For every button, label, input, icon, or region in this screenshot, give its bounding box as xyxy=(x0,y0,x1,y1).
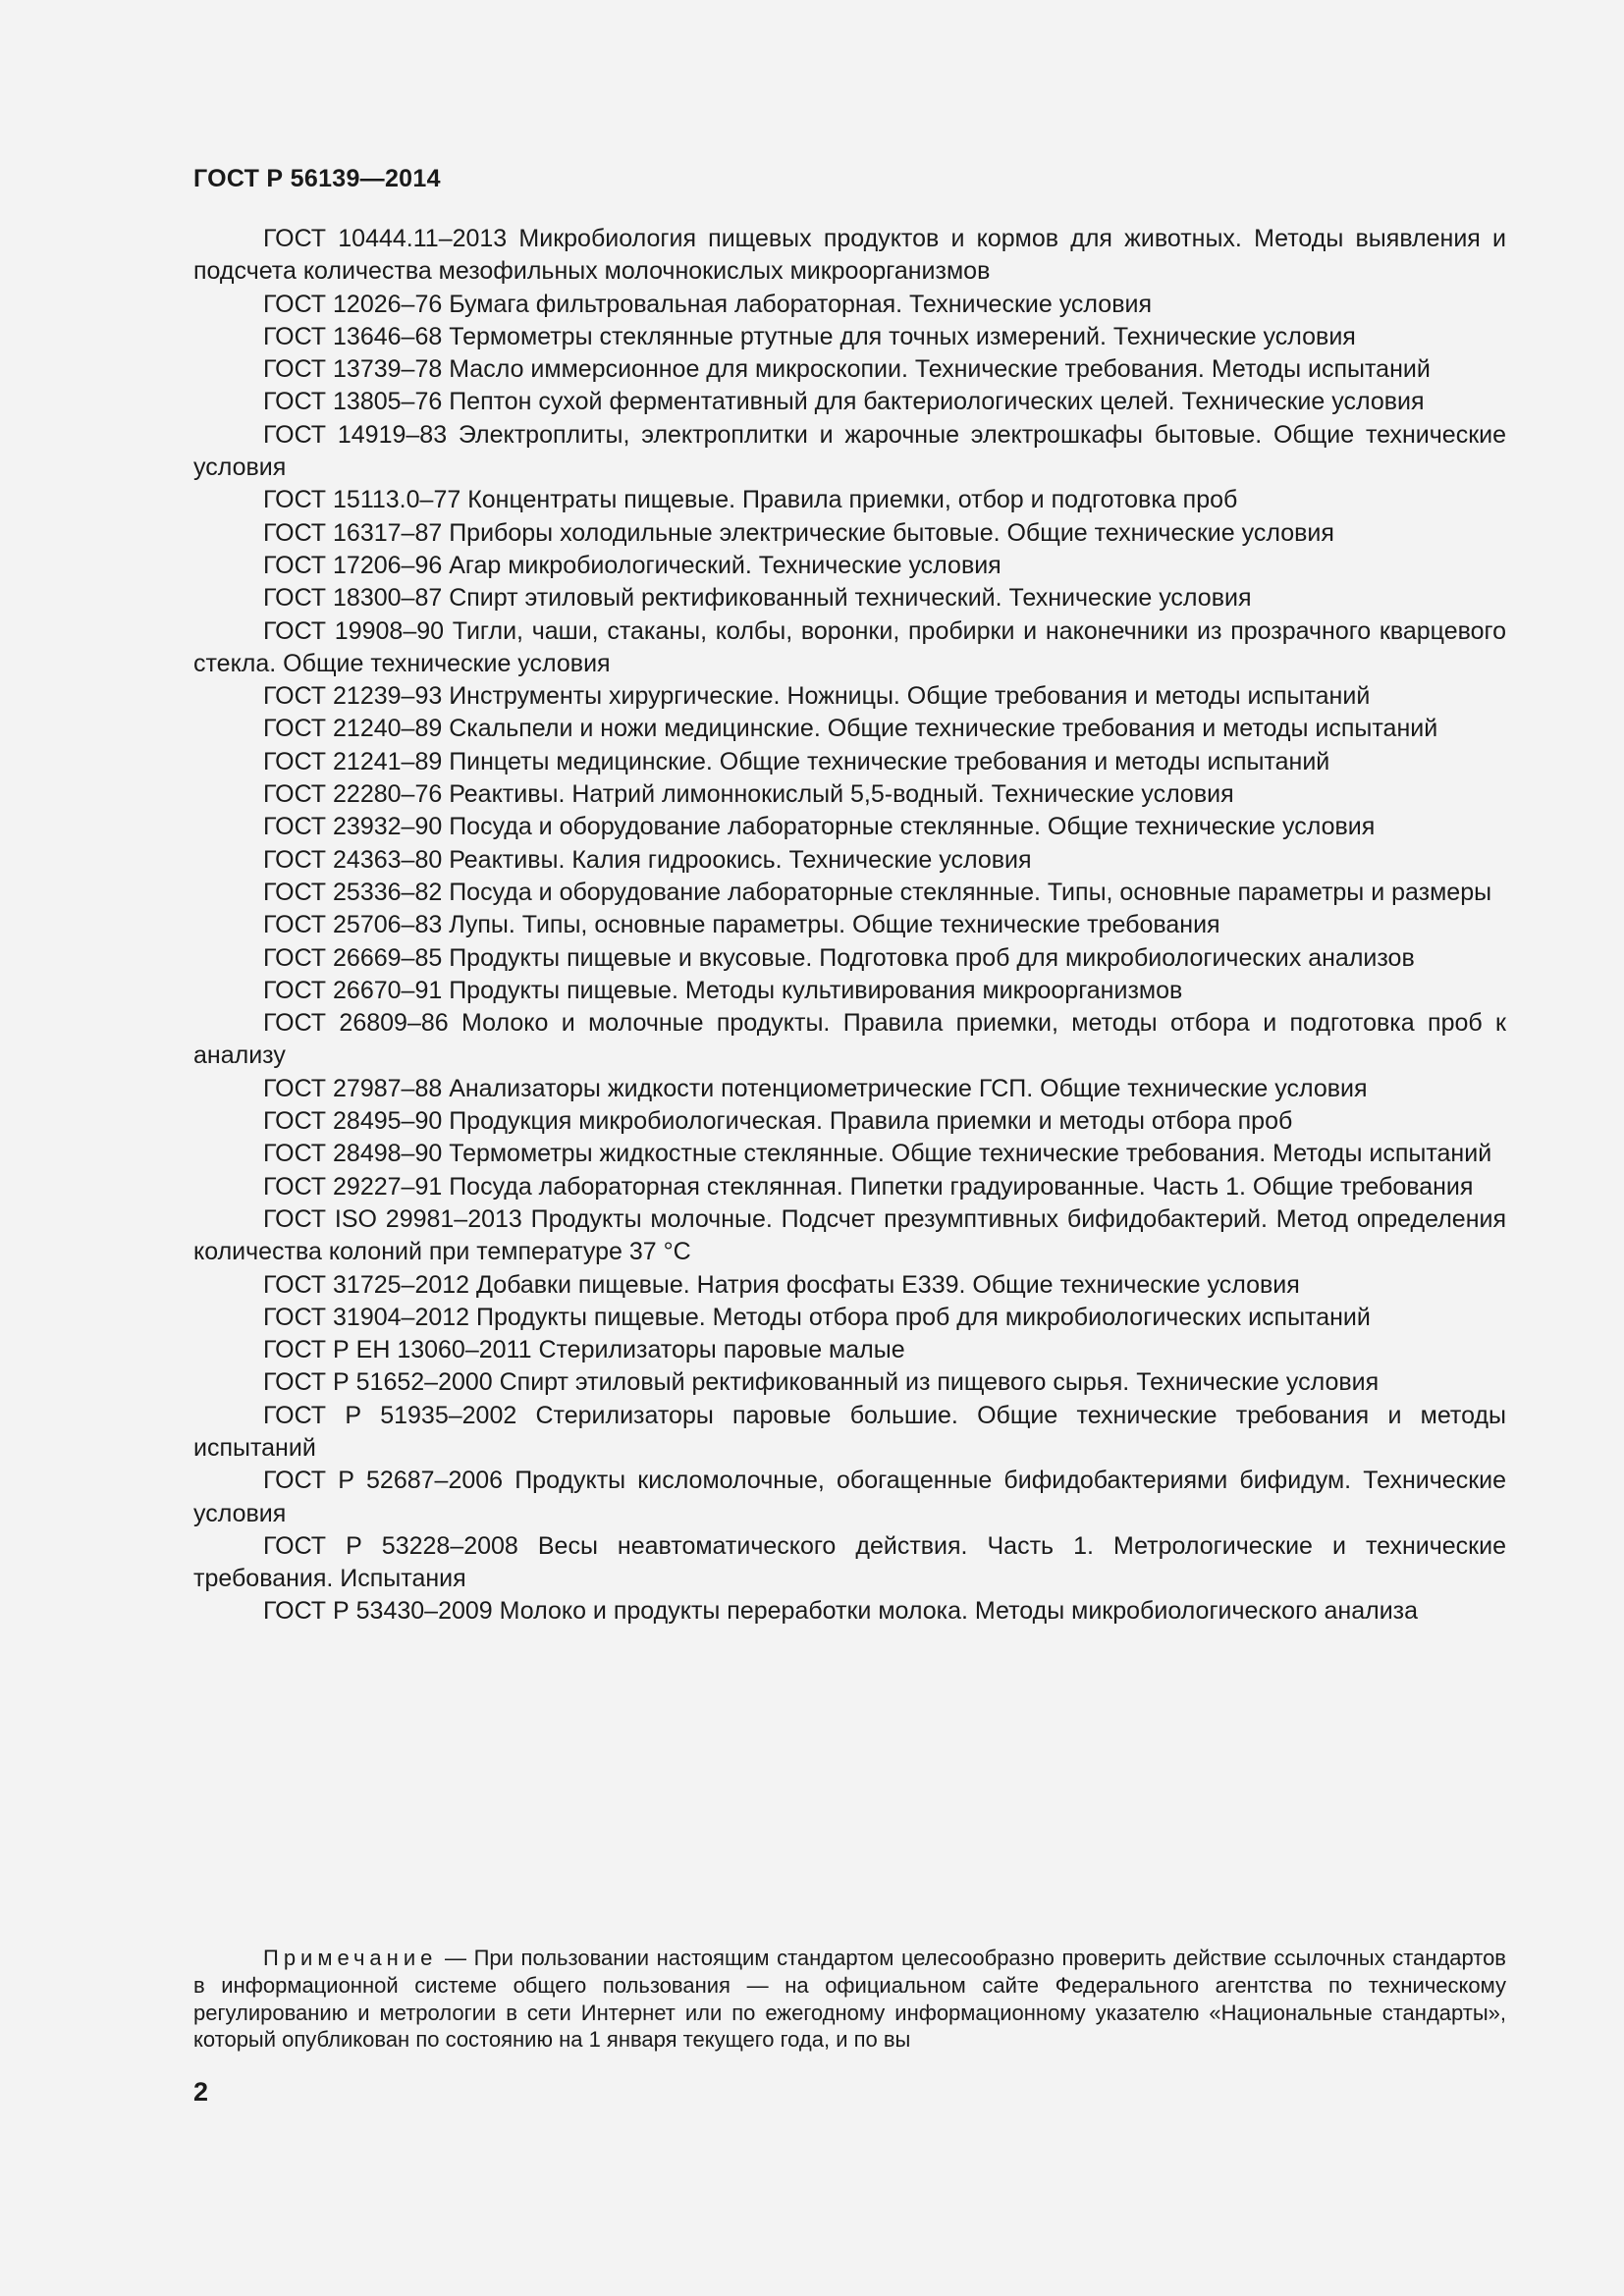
reference-item: ГОСТ 26669–85 Продукты пищевые и вкусовые. Подготовка проб для микробиологических анализов xyxy=(263,943,1415,972)
document-header: ГОСТ Р 56139—2014 xyxy=(193,165,441,192)
note-label: Примечание xyxy=(263,1946,438,1970)
reference-item: ГОСТ 14919–83 Электроплиты, электроплитки и жарочные электрошкафы бытовые. Общие технические условия xyxy=(193,420,1506,482)
reference-item: ГОСТ Р 51652–2000 Спирт этиловый ректификованный из пищевого сырья. Технические условия xyxy=(263,1368,1380,1397)
reference-item: ГОСТ 26809–86 Молоко и молочные продукты. Правила приемки, методы отбора и подготовка проб к анализу xyxy=(193,1009,1506,1070)
page-number: 2 xyxy=(193,2077,209,2107)
reference-item: ГОСТ 13646–68 Термометры стеклянные ртутные для точных измерений. Технические условия xyxy=(263,322,1356,350)
normative-references-list xyxy=(193,223,1506,1629)
reference-item: ГОСТ Р 53430–2009 Молоко и продукты переработки молока. Методы микробиологического анализа xyxy=(263,1597,1419,1626)
reference-item: ГОСТ 15113.0–77 Концентраты пищевые. Правила приемки, отбор и подготовка проб xyxy=(263,486,1238,514)
note-paragraph xyxy=(193,1945,1506,2054)
reference-item: ГОСТ 31725–2012 Добавки пищевые. Натрия фосфаты Е339. Общие технические условия xyxy=(263,1270,1300,1299)
reference-item: ГОСТ 25706–83 Лупы. Типы, основные параметры. Общие технические требования xyxy=(263,911,1220,939)
reference-item: ГОСТ 28495–90 Продукция микробиологическая. Правила приемки и методы отбора проб xyxy=(263,1107,1293,1136)
note-text: — При пользовании настоящим стандартом целесообразно проверить действие ссылочных стандартов в информационной системе общего пользования — на официальном сайте Федерального агентства по техническому регулированию и метрологии в сети Интернет или по ежегодному информационному указателю «Национальные стандарты», который опубликован по состоянию на 1 января текущего года, и по вы xyxy=(193,1946,1506,2053)
reference-item: ГОСТ Р 51935–2002 Стерилизаторы паровые большие. Общие технические требования и методы испытаний xyxy=(193,1401,1506,1462)
reference-item: ГОСТ 29227–91 Посуда лабораторная стеклянная. Пипетки градуированные. Часть 1. Общие требования xyxy=(263,1172,1474,1201)
reference-item: ГОСТ 28498–90 Термометры жидкостные стеклянные. Общие технические требования. Методы испытаний xyxy=(263,1140,1492,1168)
reference-item: ГОСТ 27987–88 Анализаторы жидкости потенциометрические ГСП. Общие технические условия xyxy=(263,1074,1368,1102)
reference-item: ГОСТ 21239–93 Инструменты хирургические. Ножницы. Общие требования и методы испытаний xyxy=(263,682,1371,711)
reference-item: ГОСТ 25336–82 Посуда и оборудование лабораторные стеклянные. Типы, основные параметры и размеры xyxy=(263,878,1492,906)
reference-item: ГОСТ 13805–76 Пептон сухой ферментативный для бактериологических целей. Технические условия xyxy=(263,388,1425,416)
reference-item: ГОСТ Р 52687–2006 Продукты кисломолочные, обогащенные бифидобактериями бифидум. Технические условия xyxy=(193,1467,1506,1527)
reference-item: ГОСТ 26670–91 Продукты пищевые. Методы культивирования микроорганизмов xyxy=(263,976,1183,1004)
reference-item: ГОСТ 21241–89 Пинцеты медицинские. Общие технические требования и методы испытаний xyxy=(263,747,1330,775)
reference-item: ГОСТ 17206–96 Агар микробиологический. Технические условия xyxy=(263,551,1001,579)
reference-item: ГОСТ 21240–89 Скальпели и ножи медицинские. Общие технические требования и методы испытаний xyxy=(263,715,1438,743)
reference-item: ГОСТ 16317–87 Приборы холодильные электрические бытовые. Общие технические условия xyxy=(263,518,1334,547)
reference-item: ГОСТ 18300–87 Спирт этиловый ректификованный технический. Технические условия xyxy=(263,584,1252,613)
reference-item: ГОСТ 22280–76 Реактивы. Натрий лимоннокислый 5,5-водный. Технические условия xyxy=(263,780,1234,809)
reference-item: ГОСТ 13739–78 Масло иммерсионное для микроскопии. Технические требования. Методы испытаний xyxy=(263,355,1431,384)
reference-item: ГОСТ Р 53228–2008 Весы неавтоматического действия. Часть 1. Метрологические и технические требования. Испытания xyxy=(193,1531,1506,1593)
reference-item: ГОСТ 24363–80 Реактивы. Калия гидроокись. Технические условия xyxy=(263,845,1032,874)
reference-item: ГОСТ 12026–76 Бумага фильтровальная лабораторная. Технические условия xyxy=(263,290,1152,318)
reference-item: ГОСТ Р ЕН 13060–2011 Стерилизаторы паровые малые xyxy=(263,1336,905,1364)
reference-item: ГОСТ 19908–90 Тигли, чаши, стаканы, колбы, воронки, пробирки и наконечники из прозрачного кварцевого стекла. Общие технические условия xyxy=(193,616,1506,677)
reference-item: ГОСТ ISO 29981–2013 Продукты молочные. Подсчет презумптивных бифидобактерий. Метод определения количества колоний при температуре 37 °С xyxy=(193,1204,1506,1266)
reference-item: ГОСТ 10444.11–2013 Микробиология пищевых продуктов и кормов для животных. Методы выявления и подсчета количества мезофильных молочнокислых микроорганизмов xyxy=(193,225,1506,286)
reference-item: ГОСТ 31904–2012 Продукты пищевые. Методы отбора проб для микробиологических испытаний xyxy=(263,1303,1371,1331)
reference-item: ГОСТ 23932–90 Посуда и оборудование лабораторные стеклянные. Общие технические условия xyxy=(263,813,1376,841)
